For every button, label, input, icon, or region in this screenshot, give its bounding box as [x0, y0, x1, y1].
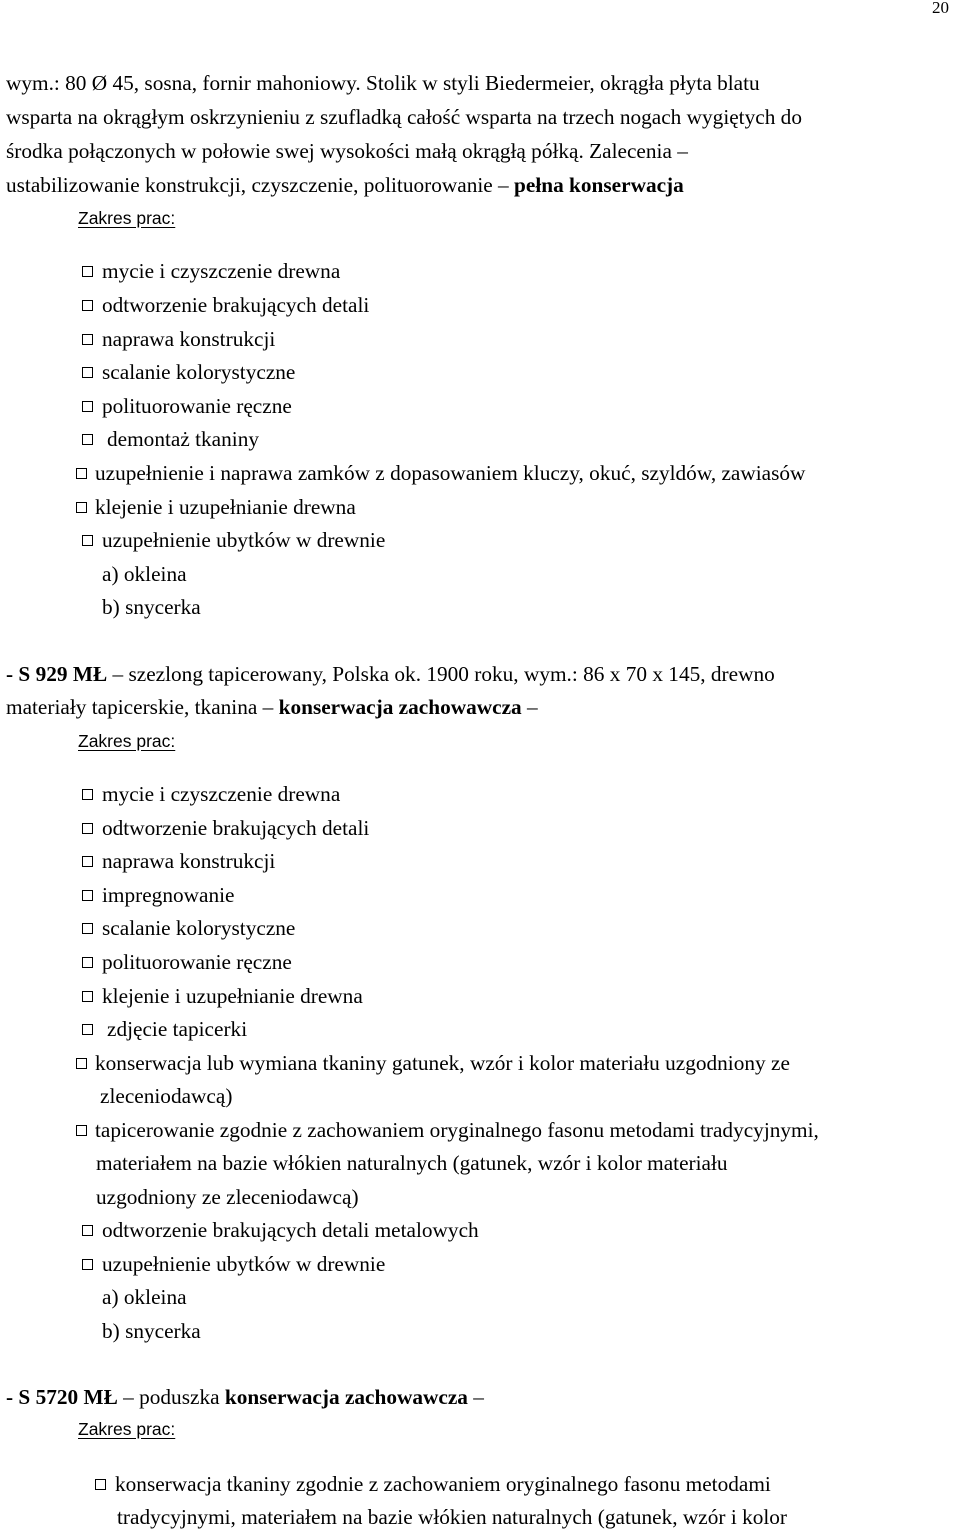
- zakres-prac-heading: Zakres prac:: [78, 208, 176, 228]
- checkbox-icon: [76, 502, 87, 513]
- desc-line-1: wym.: 80 Ø 45, sosna, fornir mahoniowy. Stolik w styli Biedermeier, okrągła płyta blatu: [6, 71, 760, 95]
- checkbox-icon: [82, 1024, 93, 1035]
- list-item: mycie i czyszczenie drewna: [82, 258, 340, 284]
- list-item: polituorowanie ręczne: [82, 393, 292, 419]
- checkbox-icon: [82, 401, 93, 412]
- sub-item: b) snycerka: [102, 1319, 201, 1343]
- checkbox-icon: [82, 923, 93, 934]
- item-s929-line-1: - S 929 MŁ – szezlong tapicerowany, Polska ok. 1900 roku, wym.: 86 x 70 x 145, drewno: [6, 662, 775, 686]
- checkbox-icon: [82, 789, 93, 800]
- conservation-type: konserwacja zachowawcza: [278, 695, 522, 719]
- list-item: klejenie i uzupełnianie drewna: [76, 494, 356, 520]
- list-item: polituorowanie ręczne: [82, 949, 292, 975]
- checkbox-icon: [76, 468, 87, 479]
- checkbox-icon: [76, 1125, 87, 1136]
- sub-item: b) snycerka: [102, 595, 201, 619]
- list-item: tapicerowanie zgodnie z zachowaniem oryginalnego fasonu metodami tradycyjnymi,: [76, 1117, 819, 1143]
- conservation-type: konserwacja zachowawcza: [224, 1385, 468, 1409]
- sub-item: a) okleina: [102, 1285, 187, 1309]
- checkbox-icon: [82, 535, 93, 546]
- list-item: impregnowanie: [82, 882, 234, 908]
- checkbox-icon: [82, 1225, 93, 1236]
- list-item-continuation: uzgodniony ze zleceniodawcą): [96, 1185, 359, 1209]
- zakres-prac-heading: Zakres prac:: [78, 1419, 176, 1439]
- list-item: demontaż tkaniny: [82, 426, 259, 452]
- desc-line-4: [6, 172, 684, 198]
- list-item: klejenie i uzupełnianie drewna: [82, 983, 363, 1009]
- list-item: konserwacja tkaniny zgodnie z zachowaniem oryginalnego fasonu metodami: [95, 1471, 771, 1497]
- list-item: konserwacja lub wymiana tkaniny gatunek, wzór i kolor materiału uzgodniony ze: [76, 1050, 790, 1076]
- list-item: odtworzenie brakujących detali: [82, 292, 369, 318]
- checkbox-icon: [82, 823, 93, 834]
- list-item: odtworzenie brakujących detali: [82, 815, 369, 841]
- list-item: odtworzenie brakujących detali metalowych: [82, 1217, 479, 1243]
- sub-item: a) okleina: [102, 562, 187, 586]
- conservation-type: pełna konserwacja: [514, 173, 684, 197]
- list-item: naprawa konstrukcji: [82, 848, 275, 874]
- zakres-prac-heading: Zakres prac:: [78, 731, 176, 751]
- checkbox-icon: [82, 991, 93, 1002]
- list-item-continuation: materiałem na bazie włókien naturalnych (gatunek, wzór i kolor materiału: [96, 1151, 728, 1175]
- checkbox-icon: [82, 1259, 93, 1270]
- checkbox-icon: [82, 856, 93, 867]
- checkbox-icon: [82, 434, 93, 445]
- checkbox-icon: [95, 1479, 106, 1490]
- checkbox-icon: [76, 1058, 87, 1069]
- inventory-code: - S 5720 MŁ: [6, 1385, 118, 1409]
- checkbox-icon: [82, 890, 93, 901]
- page-number: 20: [932, 0, 949, 17]
- desc-line-4-text: ustabilizowanie konstrukcji, czyszczenie, polituorowanie –: [6, 173, 515, 197]
- list-item: mycie i czyszczenie drewna: [82, 781, 340, 807]
- list-item: uzupełnienie ubytków w drewnie: [82, 1251, 385, 1277]
- list-item-continuation: zleceniodawcą): [100, 1084, 233, 1108]
- list-item: uzupełnienie i naprawa zamków z dopasowaniem kluczy, okuć, szyldów, zawiasów: [76, 460, 805, 486]
- checkbox-icon: [82, 266, 93, 277]
- checkbox-icon: [82, 957, 93, 968]
- item-s5720-line: - S 5720 MŁ – poduszka konserwacja zachowawcza –: [6, 1385, 484, 1409]
- checkbox-icon: [82, 367, 93, 378]
- list-item: scalanie kolorystyczne: [82, 359, 295, 385]
- checkbox-icon: [82, 300, 93, 311]
- list-item: zdjęcie tapicerki: [82, 1016, 247, 1042]
- checkbox-icon: [82, 334, 93, 345]
- list-item: uzupełnienie ubytków w drewnie: [82, 527, 385, 553]
- list-item: scalanie kolorystyczne: [82, 915, 295, 941]
- list-item-continuation: tradycyjnymi, materiałem na bazie włókien naturalnych (gatunek, wzór i kolor: [117, 1505, 788, 1529]
- desc-line-2: wsparta na okrągłym oskrzynieniu z szufladką całość wsparta na trzech nogach wygiętych do: [6, 105, 802, 129]
- desc-line-3: środka połączonych w połowie swej wysokości małą okrągłą półką. Zalecenia –: [6, 139, 688, 163]
- inventory-code: - S 929 MŁ: [6, 662, 108, 686]
- item-s929-line-2: materiały tapicerskie, tkanina – konserwacja zachowawcza –: [6, 695, 538, 719]
- list-item: naprawa konstrukcji: [82, 326, 275, 352]
